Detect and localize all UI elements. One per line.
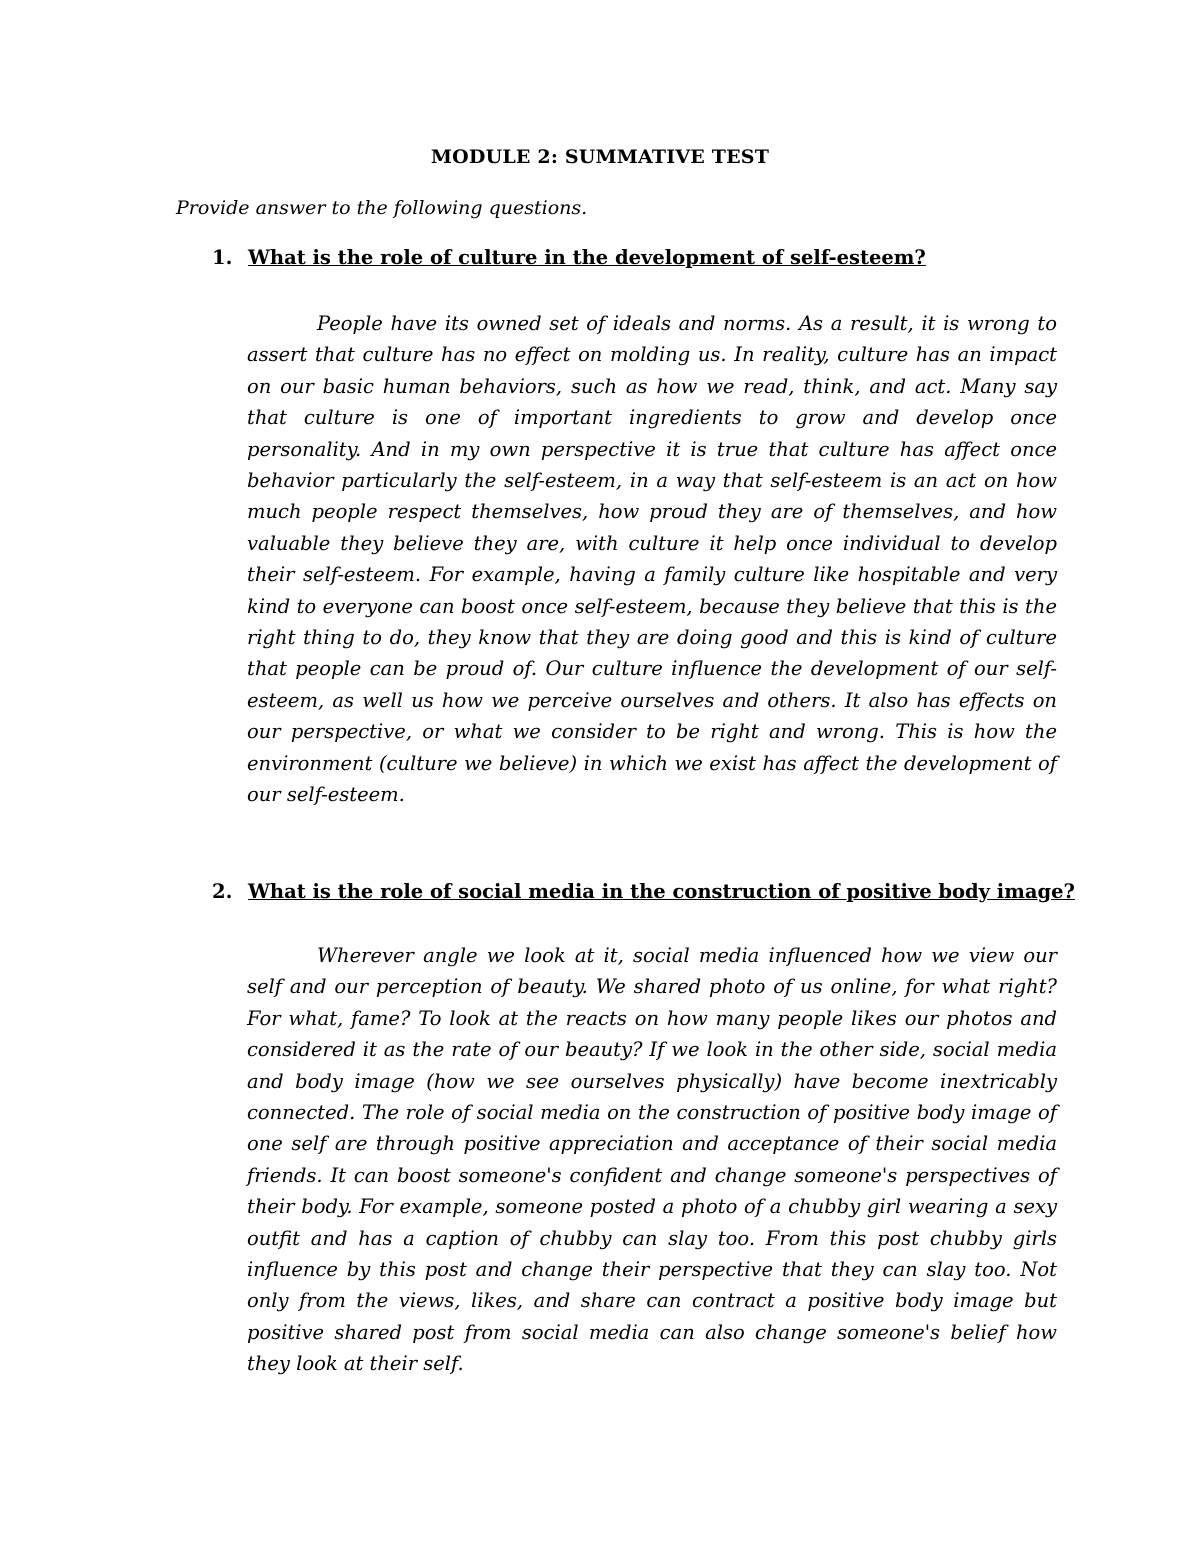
document-title: MODULE 2: SUMMATIVE TEST (430, 146, 770, 168)
question-1-number: 1. (212, 246, 233, 269)
answer-2: Wherever angle we look at it, social media influenced how we view our self and our perception of beauty. We shared photo of us online, for what right? For what, fame? To look at the reacts on how many people likes our photos and considered it as the rate of our beauty? If we look in the other side, social media and body image (how we see ourselves physically) have become inextricably connected. The role of social media on the construction of positive body image of one self are through positive appreciation and acceptance of their social media friends. It can boost someone's confident and change someone's perspectives of their body. For example, someone posted a photo of a chubby girl wearing a sexy outfit and has a caption of chubby can slay too. From this post chubby girls influence by this post and change their perspective that they can slay too. Not only from the views, likes, and share can contract a positive body image but positive shared post from social media can also change someone's belief how they look at their self. (247, 944, 1057, 1376)
question-2-text: What is the role of social media in the construction of positive body image? (248, 880, 1075, 903)
question-2 (212, 880, 1075, 903)
instruction-text: Provide answer to the following questions. (176, 197, 588, 219)
question-1 (212, 246, 1072, 269)
question-2-number: 2. (212, 880, 233, 903)
answer-1: People have its owned set of ideals and norms. As a result, it is wrong to assert that culture has no effect on molding us. In reality, culture has an impact on our basic human behaviors, such as how we read, think, and act. Many say that culture is one of important ingredients to grow and develop once personality. And in my own perspective it is true that culture has affect once behavior particularly the self-esteem, in a way that self-esteem is an act on how much people respect themselves, how proud they are of themselves, and how valuable they believe they are, with culture it help once individual to develop their self-esteem. For example, having a family culture like hospitable and very kind to everyone can boost once self-esteem, because they believe that this is the right thing to do, they know that they are doing good and this is kind of culture that people can be proud of. Our culture influence the development of our self-esteem, as well us how we perceive ourselves and others. It also has effects on our perspective, or what we consider to be right and wrong. This is how the environment (culture we believe) in which we exist has affect the development of our self-esteem. (247, 312, 1057, 807)
question-1-text: What is the role of culture in the development of self-esteem? (248, 246, 926, 269)
